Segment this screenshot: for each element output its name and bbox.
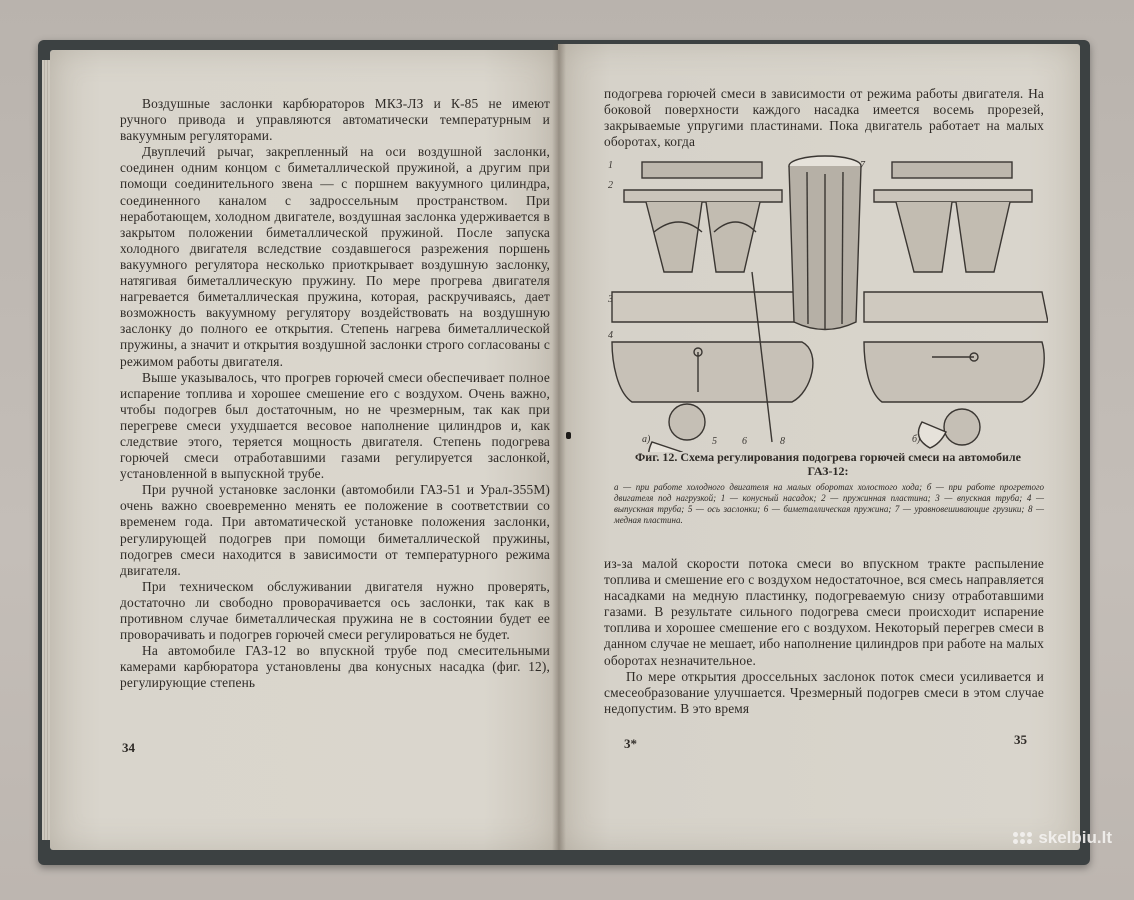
figure-caption: Фиг. 12. Схема регулирования подогрева горючей смеси на автомобиле ГАЗ-12: [635, 450, 1021, 478]
paragraph: подогрева горючей смеси в зависимости от режима работы двигателя. На боковой поверхности каждого насадка имеется восемь прорезей, закрываемые упругими пластинами. Пока двигатель работает на малых оборотах, когда [604, 86, 1044, 150]
label-1: 1 [608, 160, 613, 171]
label-5: 5 [712, 436, 717, 447]
label-8: 8 [780, 436, 785, 447]
paragraph: Двуплечий рычаг, закрепленный на оси воздушной заслонки, соединен одним концом с биметаллической пружиной, а другим при помощи соединительного звена — с поршнем вакуумного цилиндра, соединенного каналом с задроссельным пространством. При неработающем, холодном двигателе, воздушная заслонка удерживается в закрытом положении биметаллической пружиной. После запуска холодного двигателя вследствие создавшегося разрежения поршень вакуумного регулятора несколько приоткрывает воздушную заслонку, натягивая биметаллическую пружину. По мере прогрева двигателя нагревается биметаллическая пружина, которая, раскручиваясь, дает возможность вакуумному регулятору воздействовать на воздушную заслонку до полного ее открытия. Степень нагрева биметаллической пружины, а значит и открытия воздушной заслонки строго согласованы с режимом работы двигателя. [120, 144, 550, 369]
label-2: 2 [608, 180, 613, 191]
figure-legend: а — при работе холодного двигателя на малых оборотах холостого хода; б — при работе прогретого двигателя под нагрузкой; 1 — конусный насадок; 2 — пружинная пластина; 3 — впускная труба; 4 — выпускная труба; 5 — ось заслонки; 6 — биметаллическая пружина; 7 — уравновешивающие грузики; 8 — медная пластина. [614, 482, 1044, 525]
paragraph: При ручной установке заслонки (автомобили ГАЗ-51 и Урал-355М) очень важно своевременно менять ее положение в соответствии со временем года. При автоматической установке положения заслонки, регулирующей подогрев при помощи биметаллической пружины, подогрев смеси находится в зависимости от температурного режима двигателя. [120, 482, 550, 578]
paragraph: из-за малой скорости потока смеси во впускном тракте распыление топлива и смешение его с воздухом недостаточное, вся смесь направляется насадками на медную пластинку, подогреваемую снизу отработавшими газами. В результате сильного подогрева смеси происходит испарение топлива и хорошее смешение его с воздухом. Некоторый перегрев смеси в данном случае не мешает, ибо наполнение цилиндров при работе на малых оборотах незначительное. [604, 556, 1044, 668]
right-page-bottom-text [604, 556, 1044, 717]
label-a: а) [642, 434, 651, 445]
paragraph: По мере открытия дроссельных заслонок поток смеси усиливается и смесеобразование улучшается. Чрезмерный подогрев смеси в этом случае недопустим. В это время [604, 668, 1044, 716]
watermark-logo-icon [1013, 832, 1032, 844]
page-number: 35 [1014, 732, 1027, 747]
left-page [50, 50, 560, 850]
assembly-b [864, 162, 1048, 448]
paragraph: Выше указывалось, что прогрев горючей смеси обеспечивает полное испарение топлива и хорошее смешение его с воздухом. Очень важно, чтобы подогрев был достаточным, но не чрезмерным, так как при перегреве смеси ухудшается весовое наполнение цилиндров и, как следствие этого, теряется мощность двигателя. Степень подогрева горючей смеси отработавшими газами регулируется заслонкой, установленной в выпускной трубе. [120, 369, 550, 482]
label-6: 6 [742, 436, 747, 447]
book-gutter [552, 44, 566, 850]
label-7: 7 [860, 160, 865, 171]
watermark-text: skelbiu.lt [1038, 828, 1112, 847]
signature-mark: 3* [624, 736, 637, 751]
right-page [558, 44, 1080, 850]
figure-12-diagram [602, 152, 1048, 452]
label-3: 3 [608, 294, 613, 305]
nozzle-center [789, 156, 861, 330]
page-number: 34 [122, 740, 135, 755]
label-b: б) [912, 434, 921, 445]
label-4: 4 [608, 330, 613, 341]
watermark [1013, 828, 1112, 848]
left-page-text [120, 96, 550, 691]
paragraph: При техническом обслуживании двигателя нужно проверять, достаточно ли свободно проворачивается ось заслонки, так как в противном случае биметаллическая пружина не в состоянии будет ее проворачивать и подогрев горючей смеси регулироваться не будет. [120, 578, 550, 643]
right-page-top-text [604, 86, 1044, 150]
assembly-a [612, 162, 813, 452]
paragraph: Воздушные заслонки карбюраторов МКЗ-ЛЗ и К-85 не имеют ручного привода и управляются автоматически температурным и вакуумным регуляторами. [120, 96, 550, 144]
ink-mark [566, 432, 571, 439]
paragraph: На автомобиле ГАЗ-12 во впускной трубе под смесительными камерами карбюратора установлены два конусных насадка (фиг. 12), регулирующие степень [120, 643, 550, 691]
